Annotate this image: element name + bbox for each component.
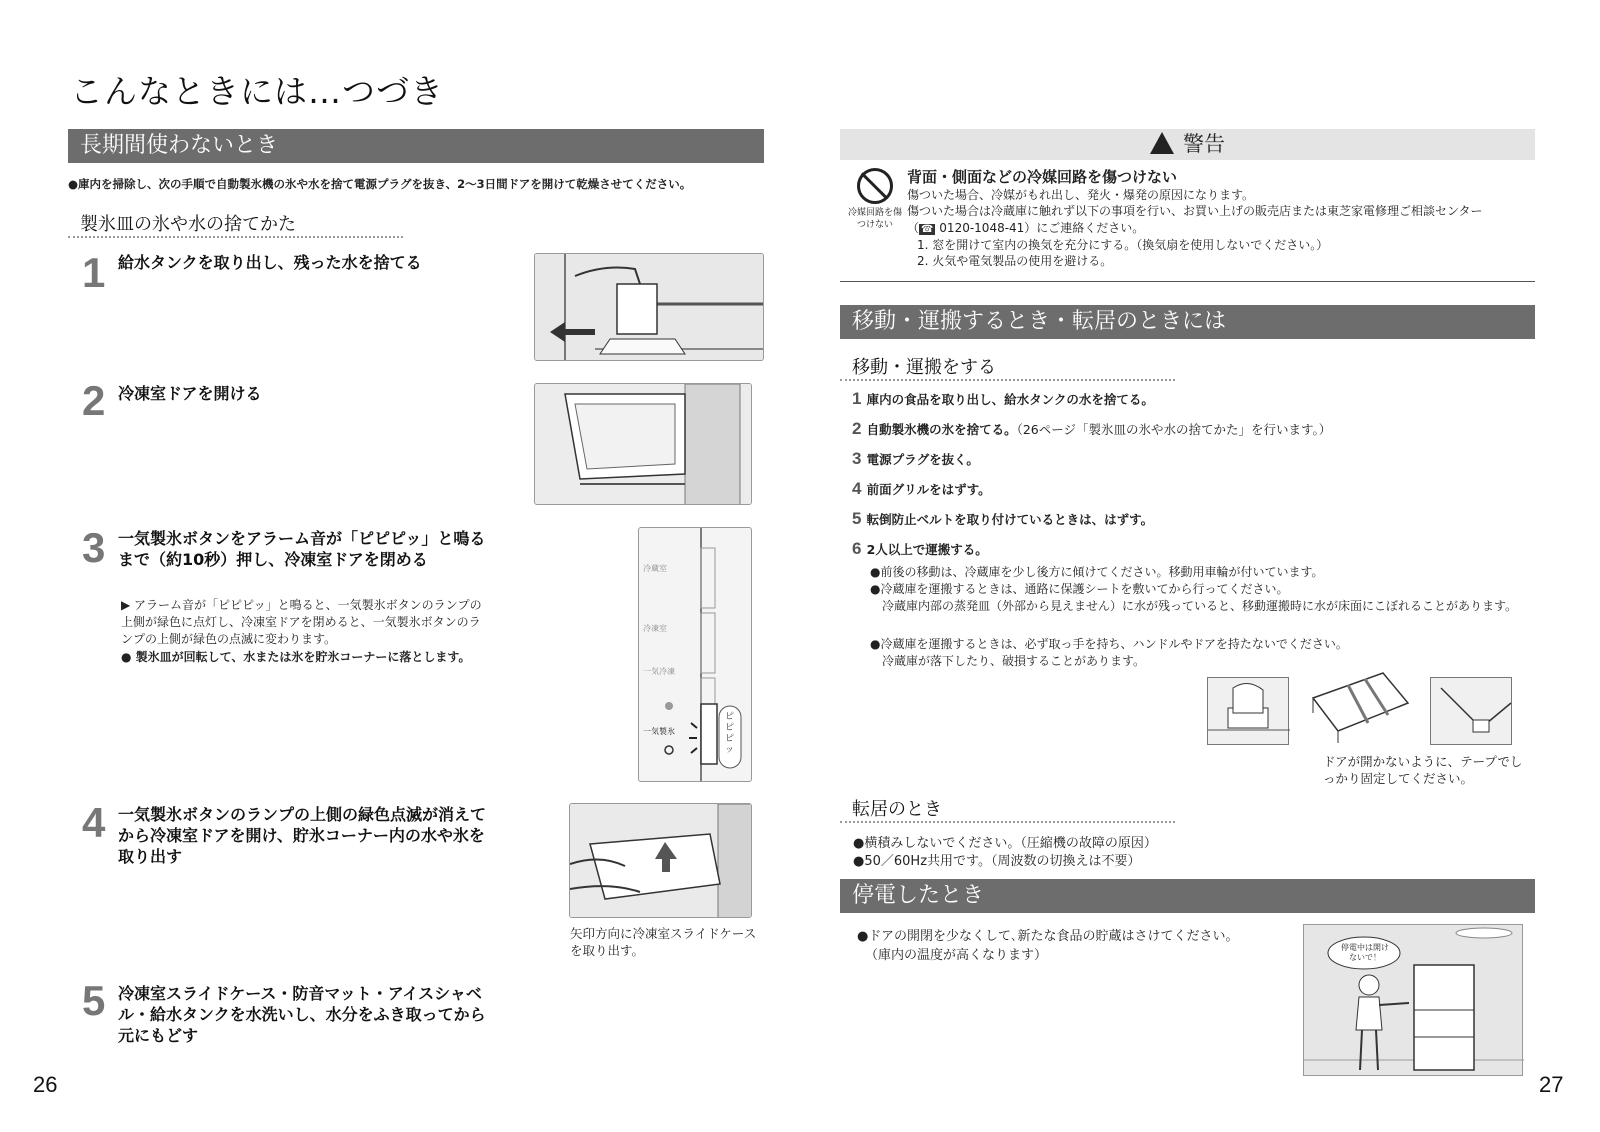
move-step-number: 1 xyxy=(852,389,862,408)
warning-header xyxy=(840,129,1535,160)
tape-caption: ドアが開かないように、テープでしっかり固定してください。 xyxy=(1323,754,1523,786)
move-step-text: 自動製氷機の氷を捨てる。 xyxy=(866,422,1017,437)
subhead-ice-tray xyxy=(68,210,296,236)
warning-title: 警告 xyxy=(1183,132,1226,156)
move-step-number: 2 xyxy=(852,419,862,438)
subhead-moving xyxy=(840,353,996,379)
slide-case-drawing xyxy=(570,804,752,918)
move-step xyxy=(852,479,1542,509)
step-number: 4 xyxy=(82,799,106,846)
warning-phone-text: 0120-1048-41）にご連絡ください。 xyxy=(935,221,1145,235)
move-step-text: 転倒防止ベルトを取り付けているときは、はずす。 xyxy=(866,512,1154,527)
move-step-extra: （26ページ「製氷皿の氷や水の捨てかた」を行います。） xyxy=(1016,422,1332,437)
handle-drawing xyxy=(1208,678,1290,746)
move-step-text: 庫内の食品を取り出し、給水タンクの水を捨てる。 xyxy=(866,392,1154,407)
move-step-number: 6 xyxy=(852,539,862,558)
warning-icon-label: 冷媒回路を傷つけない xyxy=(848,208,903,230)
step4-caption: 矢印方向に冷凍室スライドケースを取り出す。 xyxy=(570,926,757,958)
warning-line-1: 傷ついた場合、冷媒がもれ出し、発火・爆発の原因になります。 xyxy=(907,188,1255,202)
illustration-tape-corner xyxy=(1430,677,1512,745)
warning-triangle-icon xyxy=(1150,132,1174,154)
relocate-bullet: ●50／60Hz共用です。（周波数の切換えは不要） xyxy=(853,854,1141,869)
warning-line-2: 傷ついた場合は冷蔵庫に触れず以下の事項を行い、お買い上げの販売店または東芝家電修理ご相談センター xyxy=(907,204,1483,218)
step-number: 2 xyxy=(82,377,106,424)
move-bullet: ●冷蔵庫を運搬するときは、必ず取っ手を持ち、ハンドルやドアを持たないでください。 xyxy=(870,637,1348,651)
move-step xyxy=(852,389,1542,419)
outage-line-2: （庫内の温度が高くなります） xyxy=(865,948,1048,963)
section-bar-long-term: 長期間使わないとき xyxy=(68,129,764,163)
free-dial-icon: ☎ xyxy=(921,224,934,235)
move-step-list xyxy=(852,389,1542,561)
power-outage-drawing xyxy=(1304,925,1524,1077)
move-bullet-detail: 冷蔵庫内部の蒸発皿（外部から見えません）に水が残っていると、移動運搬時に水が床面にこぼれることがあります。 xyxy=(882,599,1518,613)
warning-item-2: 2. 火気や電気製品の使用を避ける。 xyxy=(917,254,1113,268)
page-title: こんなときには…つづき xyxy=(70,72,444,111)
step-text: 冷凍室スライドケース・防音マット・アイスシャベル・給水タンクを水洗いし、水分をふき取ってから元にもどす xyxy=(118,984,486,1045)
warning-line-3 xyxy=(907,220,1537,238)
subhead-label: 転居のとき xyxy=(852,799,942,820)
subhead-label: 製氷皿の氷や水の捨てかた xyxy=(80,214,296,235)
move-step xyxy=(852,539,1542,561)
panel-label-fridge: 冷蔵室 xyxy=(643,564,667,573)
move-step-number: 5 xyxy=(852,509,862,528)
illustration-freezer-door xyxy=(534,383,752,505)
move-step-text: 前面グリルをはずす。 xyxy=(866,482,991,497)
page-number-left: 26 xyxy=(33,1072,58,1097)
page-number-right: 27 xyxy=(1539,1072,1564,1097)
move-step-text: 電源プラグを抜く。 xyxy=(866,452,979,467)
illustration-control-panel xyxy=(638,527,752,782)
move-bullet-detail: 冷蔵庫が落下したり、破損することがあります。 xyxy=(882,654,1146,668)
move-step-number: 4 xyxy=(852,479,862,498)
warning-paren: （ xyxy=(907,221,920,235)
move-bullet: ●冷蔵庫を運搬するときは、通路に保護シートを敷いてから行ってください。 xyxy=(870,582,1289,596)
subhead-underline xyxy=(840,821,1175,823)
illustration-taped-fridge xyxy=(1303,663,1411,745)
step-number: 5 xyxy=(82,977,106,1024)
illustration-power-outage xyxy=(1303,924,1523,1076)
move-bullet: ●前後の移動は、冷蔵庫を少し後方に傾けてください。移動用車輪が付いています。 xyxy=(870,565,1324,579)
illustration-water-tank xyxy=(534,253,764,361)
move-step-number: 3 xyxy=(852,449,862,468)
panel-label-quick-ice: 一気製氷 xyxy=(643,727,675,736)
intro-text: ●庫内を掃除し、次の手順で自動製氷機の氷や水を捨て電源プラグを抜き、2〜3日間ドアを開けて乾燥させてください。 xyxy=(68,177,692,191)
section-bar-moving: 移動・運搬するとき・転居のときには xyxy=(840,305,1535,339)
outage-speech-bubble: 停電中は開けないで！ xyxy=(1341,943,1389,962)
step3-note-alarm: ▶ アラーム音が「ピピピッ」と鳴ると、一気製氷ボタンのランプの上側が緑色に点灯し、冷凍室ドアを閉めると、一気製氷ボタンのランプの上側が緑色の点滅に変わります。 xyxy=(121,598,482,646)
step3-note-tray: ● 製氷皿が回転して、水または氷を貯氷コーナーに落とします。 xyxy=(121,650,471,664)
subhead-relocation xyxy=(840,795,942,821)
panel-beep-label: ピピピッ xyxy=(725,712,735,755)
warning-heading: 背面・側面などの冷媒回路を傷つけない xyxy=(907,168,1178,186)
illustration-slide-case xyxy=(569,803,752,918)
step-text: 給水タンクを取り出し、残った水を捨てる xyxy=(118,253,422,272)
illustration-handle xyxy=(1207,677,1289,745)
freezer-door-drawing xyxy=(535,384,752,505)
step-number: 1 xyxy=(82,249,106,296)
prohibited-icon xyxy=(857,168,893,204)
panel-label-freezer: 冷凍室 xyxy=(643,624,667,633)
relocate-bullet: ●横積みしないでください。（圧縮機の故障の原因） xyxy=(853,836,1157,851)
move-step xyxy=(852,509,1542,539)
subhead-underline xyxy=(68,236,403,238)
subhead-label: 移動・運搬をする xyxy=(852,357,996,378)
section-bar-outage: 停電したとき xyxy=(840,879,1535,913)
step-text: 一気製氷ボタンのランプの上側の緑色点滅が消えてから冷凍室ドアを開け、貯氷コーナー内の水や氷を取り出す xyxy=(118,805,487,866)
move-step-text: 2人以上で運搬する。 xyxy=(866,542,988,557)
move-step xyxy=(852,449,1542,479)
step-text: 冷凍室ドアを開ける xyxy=(118,384,262,403)
move-step xyxy=(852,419,1542,449)
step-text: 一気製氷ボタンをアラーム音が「ピピピッ」と鳴るまで（約10秒）押し、冷凍室ドアを閉める xyxy=(118,529,486,569)
warning-item-1: 1. 窓を開けて室内の換気を充分にする。（換気扇を使用しないでください。） xyxy=(917,238,1329,252)
panel-label-quick-freeze: 一気冷凍 xyxy=(643,667,675,676)
warning-divider xyxy=(840,281,1535,282)
outage-line-1: ●ドアの開閉を少なくして､新たな食品の貯蔵はさけてください。 xyxy=(857,929,1239,944)
taped-fridge-drawing xyxy=(1303,663,1411,745)
subhead-underline xyxy=(840,379,1175,381)
step-number: 3 xyxy=(82,524,106,571)
tape-corner-drawing xyxy=(1431,678,1513,746)
water-tank-drawing xyxy=(535,254,764,361)
